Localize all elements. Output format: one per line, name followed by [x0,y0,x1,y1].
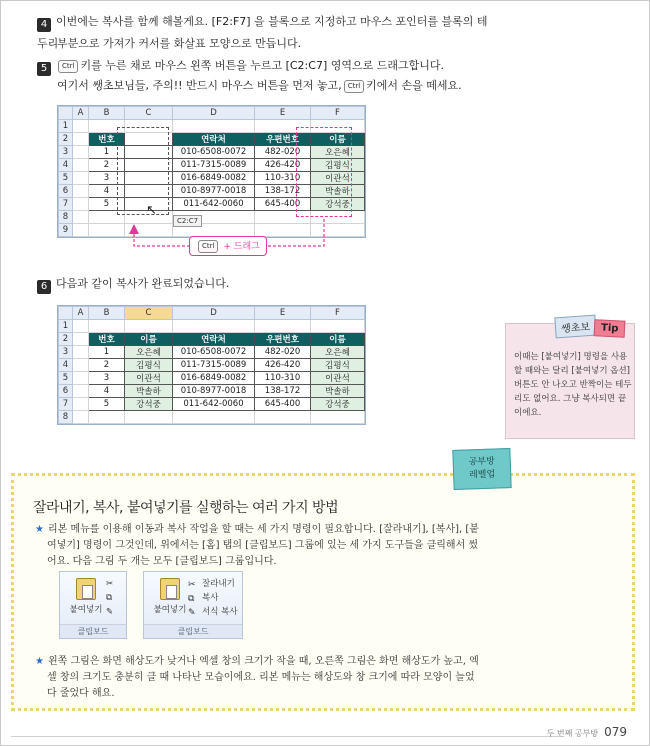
cell[interactable]: 오은혜 [311,346,365,359]
step-text: 키를 누른 채로 마우스 왼쪽 버튼을 누르고 [C2:C7] 영역으로 드래그합니다. [80,59,444,72]
paste-label: 붙여넣기 [153,605,187,615]
row-header[interactable]: 7 [59,198,73,211]
footer-divider [11,736,559,737]
cell[interactable]: 1 [89,346,125,359]
cell[interactable]: 이름 [125,333,173,346]
cell[interactable]: 110-310 [255,372,311,385]
mouse-cursor-icon: ↖ [146,203,157,218]
cell[interactable]: 오은혜 [311,146,365,159]
cell[interactable]: 645-400 [255,398,311,411]
cell[interactable] [125,185,173,198]
tip-note [505,323,635,439]
row-header[interactable]: 3 [59,146,73,159]
cell[interactable] [311,120,365,133]
row-header[interactable]: 6 [59,185,73,198]
clipboard-icon [76,578,96,600]
cell[interactable]: 010-6508-0072 [173,346,255,359]
cell[interactable]: 482-020 [255,346,311,359]
badge-line: 공부방 [468,456,495,468]
column-header[interactable]: B [89,307,125,320]
cell[interactable]: 645-400 [255,198,311,211]
cell[interactable]: 박솔하 [311,185,365,198]
step-text: 여기서 쌩초보님들, 주의!! 반드시 마우스 버튼을 먼저 놓고, [57,79,342,92]
star-bullet-icon: ★ [35,524,44,535]
column-header[interactable]: F [311,107,365,120]
step-number: 5 [37,62,51,76]
column-header[interactable]: D [173,107,255,120]
cell[interactable] [125,224,173,237]
cell[interactable] [173,411,255,424]
drag-text: + 드래그 [223,242,260,252]
cell[interactable] [311,320,365,333]
cell[interactable]: 우편번호 [255,333,311,346]
cell[interactable] [73,211,89,224]
cell[interactable] [73,398,89,411]
copy-icon[interactable]: ⧉ [106,593,113,603]
column-header[interactable] [59,307,73,320]
column-header[interactable]: C [125,307,173,320]
cell[interactable] [311,224,365,237]
cut-icon[interactable]: ✂ [106,579,114,589]
column-header[interactable]: E [255,307,311,320]
study-title: 잘라내기, 복사, 붙여넣기를 실행하는 여러 가지 방법 [33,500,339,516]
tip-text: 이때는 [붙여넣기] 명령을 사용할 때와는 달리 [붙여넣기 옵션] 버튼도 안 나오고 반짝이는 테두리도 없어요. 그냥 복사되면 끝이에요. [514,352,632,418]
cell[interactable] [255,224,311,237]
format-painter-button[interactable] [188,605,238,619]
study-badge [452,448,511,490]
page-number: 079 [604,725,627,739]
column-header[interactable]: D [173,307,255,320]
copy-icon: ⧉ [188,594,195,604]
cell[interactable]: 1 [89,146,125,159]
para-line: 셀 창의 크기도 충분히 클 때 나타난 모습이에요. 리본 메뉴는 해상도와 창 크기에 따라 모양이 늘었 [47,672,475,683]
cell[interactable] [173,120,255,133]
step-6 [37,273,497,295]
cell[interactable]: 426-420 [255,359,311,372]
cell[interactable]: 010-8977-0018 [173,185,255,198]
cell[interactable] [125,320,173,333]
clipboard-icon [160,578,180,600]
cell[interactable]: 3 [89,172,125,185]
cell[interactable] [125,146,173,159]
step-text: 이번에는 복사를 함께 해볼게요. [F2:F7] 을 블록으로 지정하고 마우스 포인터를 블록의 테두리 [37,15,488,50]
cell[interactable]: 138-172 [255,385,311,398]
row-header[interactable]: 4 [59,359,73,372]
cell[interactable]: 김평식 [125,359,173,372]
cell[interactable] [255,411,311,424]
cell[interactable] [73,346,89,359]
step-number: 4 [37,18,51,32]
row-header[interactable]: 3 [59,346,73,359]
format-painter-icon: ✎ [188,608,196,618]
step-5-line2 [57,75,517,97]
cell[interactable] [73,372,89,385]
small-tools [106,577,113,619]
column-header[interactable]: E [255,107,311,120]
paste-button[interactable] [150,578,190,615]
cell[interactable] [73,185,89,198]
row-header[interactable]: 2 [59,333,73,346]
cell[interactable] [89,411,125,424]
cell[interactable] [73,333,89,346]
cell[interactable] [89,211,125,224]
row-header[interactable]: 6 [59,385,73,398]
cell[interactable]: 5 [89,398,125,411]
cell[interactable]: 2 [89,159,125,172]
cell[interactable] [73,359,89,372]
cell[interactable]: 482-020 [255,146,311,159]
cell[interactable] [255,120,311,133]
cell[interactable]: 138-172 [255,185,311,198]
row-header[interactable]: 7 [59,398,73,411]
cell[interactable] [73,159,89,172]
row-header[interactable]: 9 [59,224,73,237]
row-header[interactable]: 4 [59,159,73,172]
cell[interactable] [89,320,125,333]
format-label: 서식 복사 [202,607,238,617]
row-header[interactable]: 1 [59,320,73,333]
cell[interactable]: 110-310 [255,172,311,185]
cell[interactable]: 번호 [89,333,125,346]
cell[interactable] [73,411,89,424]
row-header[interactable]: 8 [59,411,73,424]
para-line: 다 줄었다 해요. [47,688,115,699]
cell[interactable] [73,133,89,146]
format-painter-icon[interactable]: ✎ [106,607,114,617]
cell[interactable]: 연락처 [173,133,255,146]
para-line: 리본 메뉴를 이용해 이동과 복사 작업을 할 때는 세 가지 명령이 필요합니다. [잘라내기], [복사], [붙 [47,524,479,535]
step-text: 다음과 같이 복사가 완료되었습니다. [56,277,230,290]
cut-label: 잘라내기 [202,579,235,589]
cell[interactable]: 김평식 [311,359,365,372]
ctrl-key-icon: Ctrl [198,240,218,253]
footer-label: 두 번째 공부방 [546,729,599,738]
column-header[interactable]: A [73,107,89,120]
cell[interactable]: 010-6508-0072 [173,146,255,159]
tip-title [555,316,625,337]
ctrl-key-icon: Ctrl [344,80,364,93]
cell[interactable] [73,146,89,159]
row-header[interactable]: 5 [59,172,73,185]
tip-label: 쌩초보 [554,315,596,339]
copy-label: 복사 [202,593,219,603]
paste-label: 붙여넣기 [69,605,103,615]
step-4-line2 [57,33,517,55]
cut-button[interactable] [188,577,238,591]
cell[interactable]: 오은혜 [125,346,173,359]
tip-badge: Tip [594,319,626,338]
cell[interactable]: 이관석 [311,372,365,385]
range-tooltip: C2:C7 [173,215,202,227]
spreadsheet-after [57,305,366,425]
cell[interactable] [255,211,311,224]
cell[interactable]: 011-642-0060 [173,398,255,411]
step-text: 키에서 손을 떼세요. [366,79,462,92]
column-header[interactable] [59,107,73,120]
cell[interactable]: 연락처 [173,333,255,346]
cell[interactable]: 010-8977-0018 [173,385,255,398]
cell[interactable] [173,320,255,333]
cell[interactable] [73,224,89,237]
step-number: 6 [37,280,51,294]
step-text: 부분으로 가져가 커서를 화살표 모양으로 만듭니다. [57,37,302,50]
cut-icon: ✂ [188,580,196,590]
spreadsheet-before [57,105,366,238]
cell[interactable] [125,411,173,424]
cell[interactable]: 이름 [311,333,365,346]
cell[interactable]: 011-642-0060 [173,198,255,211]
cell[interactable]: 우편번호 [255,133,311,146]
cell[interactable] [125,120,173,133]
cell[interactable] [73,385,89,398]
column-header[interactable]: F [311,307,365,320]
paste-button[interactable] [66,578,106,615]
cell[interactable] [73,120,89,133]
cell[interactable]: 강석중 [311,198,365,211]
cell[interactable]: 김평식 [311,159,365,172]
para-line: 어요. 다음 그림 두 개는 모두 [클립보드] 그룹입니다. [47,556,277,567]
cell[interactable] [311,411,365,424]
group-label: 클립보드 [60,624,126,638]
cell[interactable]: 016-6849-0082 [173,172,255,185]
cell[interactable]: 2 [89,359,125,372]
ctrl-key-icon: Ctrl [58,60,78,73]
cell[interactable] [125,133,173,146]
cell[interactable]: 4 [89,385,125,398]
para-line: 왼쪽 그림은 화면 해상도가 낮거나 엑셀 창의 크기가 작을 때, 오른쪽 그림은 화면 해상도가 높고, 엑 [47,656,479,667]
badge-line: 레벨업 [468,469,496,481]
cell[interactable]: 강석중 [311,398,365,411]
cell[interactable]: 011-7315-0089 [173,159,255,172]
cell[interactable]: 번호 [89,133,125,146]
column-header[interactable]: A [73,307,89,320]
group-label: 클립보드 [144,624,242,638]
small-tools [188,577,238,619]
cell[interactable]: 이관석 [311,172,365,185]
cell[interactable] [311,211,365,224]
cell[interactable] [255,320,311,333]
cell[interactable] [89,120,125,133]
cell[interactable] [73,198,89,211]
row-header[interactable]: 2 [59,133,73,146]
study-paragraph-1 [35,522,485,570]
study-paragraph-2 [35,654,485,702]
cell[interactable]: 016-6849-0082 [173,372,255,385]
column-header[interactable]: B [89,107,125,120]
cell[interactable]: 이름 [311,133,365,146]
cell[interactable] [89,224,125,237]
clipboard-group-compact [59,571,127,639]
row-header[interactable]: 8 [59,211,73,224]
step-5 [37,55,497,77]
page-footer [547,725,627,739]
cell[interactable]: 이관석 [125,372,173,385]
para-line: 여넣기] 명령이 그것인데, 위에서는 [홈] 탭의 [클립보드] 그룹에 있는 세 가지 도구들을 클릭해서 썼 [47,540,479,551]
clipboard-group-full [143,571,243,639]
cell[interactable]: 011-7315-0089 [173,359,255,372]
cell[interactable]: 3 [89,372,125,385]
cell[interactable]: 강석중 [125,398,173,411]
row-header[interactable]: 1 [59,120,73,133]
cell[interactable]: 4 [89,185,125,198]
cell[interactable] [73,320,89,333]
row-header[interactable]: 5 [59,372,73,385]
ctrl-drag-label [189,236,267,256]
column-header[interactable]: C [125,107,173,120]
star-bullet-icon: ★ [35,656,44,667]
cell[interactable] [73,172,89,185]
cell[interactable]: 박솔하 [311,385,365,398]
cell[interactable]: 5 [89,198,125,211]
cell[interactable]: 426-420 [255,159,311,172]
copy-button[interactable] [188,591,238,605]
cell[interactable] [125,159,173,172]
cell[interactable]: 박솔하 [125,385,173,398]
cell[interactable] [125,172,173,185]
